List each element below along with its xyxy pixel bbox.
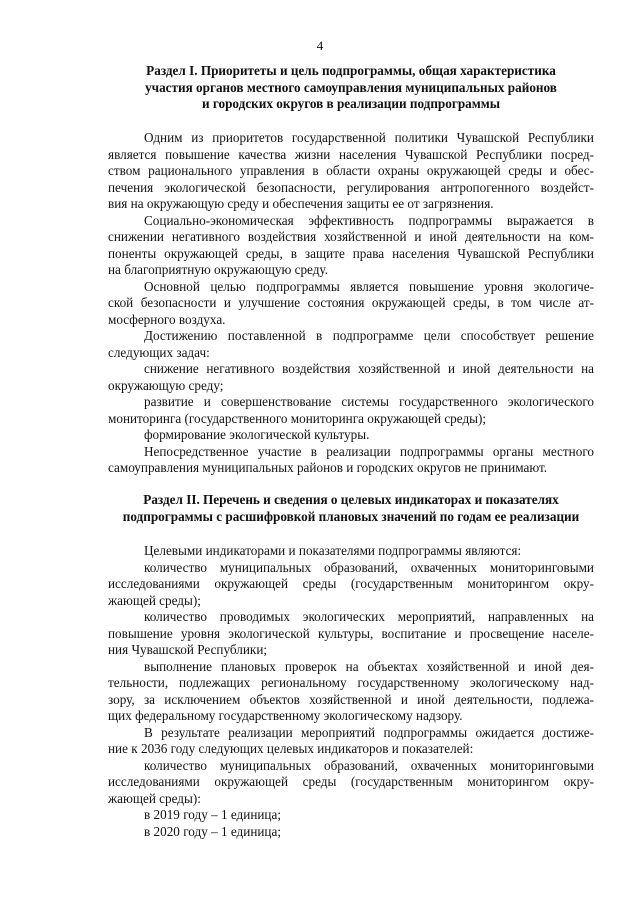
heading-line: участия органов местного самоуправления муниципальных районов — [145, 79, 557, 95]
section-2-paragraph — [108, 824, 594, 841]
text-line: следующих задач: — [108, 344, 210, 360]
text-line: ством рационального управления в области охраны окружающей среды и обес- — [108, 163, 594, 178]
section-2-paragraph — [108, 659, 594, 725]
section-2-paragraph — [108, 758, 594, 808]
page-number: 4 — [316, 38, 324, 53]
text-line: ние к 2036 году следующих целевых индикаторов и показателей: — [108, 741, 474, 756]
text-line: повышение уровня экологической культуры, воспитание и просвещение населе- — [108, 625, 594, 641]
heading-line: и городских округов в реализации подпрограммы — [201, 96, 501, 111]
text-line: Социально-экономическая эффективность подпрограммы выражается в — [144, 212, 594, 228]
section-1-heading — [108, 63, 594, 113]
text-line: мониторинга (государственного мониторинга окружающей среды); — [108, 410, 487, 426]
text-line: Основной целью подпрограммы является повышение уровня экологиче- — [144, 278, 594, 294]
section-2-paragraph — [108, 560, 594, 610]
text-line: окружающую среду; — [108, 377, 224, 393]
section-2-paragraph — [108, 609, 594, 659]
section-1-paragraph — [108, 279, 594, 329]
heading-line: Раздел I. Приоритеты и цель подпрограммы, общая характеристика — [146, 63, 556, 78]
text-line: количество муниципальных образований, охваченных мониторинговыми — [144, 757, 594, 773]
text-line: поненты окружающей среды, в защите права населения Чувашской Республики — [108, 245, 594, 261]
text-line: тельности, подлежащих региональному государственному экологическому над- — [108, 675, 594, 690]
section-1-paragraph — [108, 213, 594, 279]
text-line: ской безопасности и улучшение состояния окружающей среды, в том числе ат- — [108, 295, 594, 310]
section-1-paragraph — [108, 427, 594, 444]
text-line: мосферного воздуха. — [108, 311, 226, 327]
heading-line: Раздел II. Перечень и сведения о целевых индикаторах и показателях — [143, 492, 559, 507]
text-line: Целевыми индикаторами и показателями подпрограммы являются: — [144, 543, 522, 558]
section-1-paragraph — [108, 444, 594, 477]
text-line: количество проводимых экологических мероприятий, направленных на — [144, 609, 594, 624]
text-line: является повышение качества жизни населения Чувашской Республики посред- — [108, 146, 594, 162]
section-2-paragraph — [108, 807, 594, 824]
section-2-paragraph — [108, 543, 594, 560]
section-2-paragraph — [108, 725, 594, 758]
section-1-paragraph — [108, 361, 594, 394]
text-line: жающей среды); — [108, 592, 201, 608]
heading-line: подпрограммы с расшифровкой плановых значений по годам ее реализации — [122, 508, 580, 524]
text-line: ния Чувашской Республики; — [108, 642, 268, 657]
text-line: щих федеральному государственному экологическому надзору. — [108, 708, 463, 723]
text-line: снижении негативного воздействия хозяйственной и иной деятельности на ком- — [108, 229, 594, 244]
text-line: снижение негативного воздействия хозяйственной и иной деятельности на — [144, 361, 594, 376]
text-line: В результате реализации мероприятий подпрограммы ожидается достиже- — [144, 724, 594, 740]
text-line: исследованиями окружающей среды (государственным мониторингом окру- — [108, 774, 594, 789]
text-line: зору, за исключением объектов хозяйственной и иной деятельности, подлежа- — [108, 691, 594, 707]
section-1-paragraph — [108, 130, 594, 213]
text-line: выполнение плановых проверок на объектах хозяйственной и иной дея- — [144, 658, 594, 674]
text-line: Непосредственное участие в реализации подпрограммы органы местного — [144, 443, 594, 459]
text-line: количество муниципальных образований, охваченных мониторинговыми — [144, 559, 594, 575]
text-line: на благоприятную окружающую среду. — [108, 262, 328, 277]
text-line: самоуправления муниципальных районов и городских округов не принимают. — [108, 460, 548, 475]
text-line: в 2019 году – 1 единица; — [144, 807, 282, 822]
text-line: жающей среды): — [108, 790, 201, 806]
section-2-heading — [108, 492, 594, 525]
text-line: исследованиями окружающей среды (государственным мониторингом окру- — [108, 576, 594, 591]
text-line: вия на окружающую среду и обеспечения защиты ее от загрязнения. — [108, 196, 494, 211]
text-line: формирование экологической культуры. — [144, 427, 370, 442]
text-line: в 2020 году – 1 единица; — [144, 823, 282, 839]
text-line: Одним из приоритетов государственной политики Чувашской Республики — [144, 130, 594, 145]
text-line: развитие и совершенствование системы государственного экологического — [144, 394, 594, 409]
text-line: Достижению поставленной в подпрограмме цели способствует решение — [144, 328, 594, 343]
section-1-paragraph — [108, 394, 594, 427]
section-1-paragraph — [108, 328, 594, 361]
text-line: печения экологической безопасности, регулирования антропогенного воздейст- — [108, 179, 594, 195]
